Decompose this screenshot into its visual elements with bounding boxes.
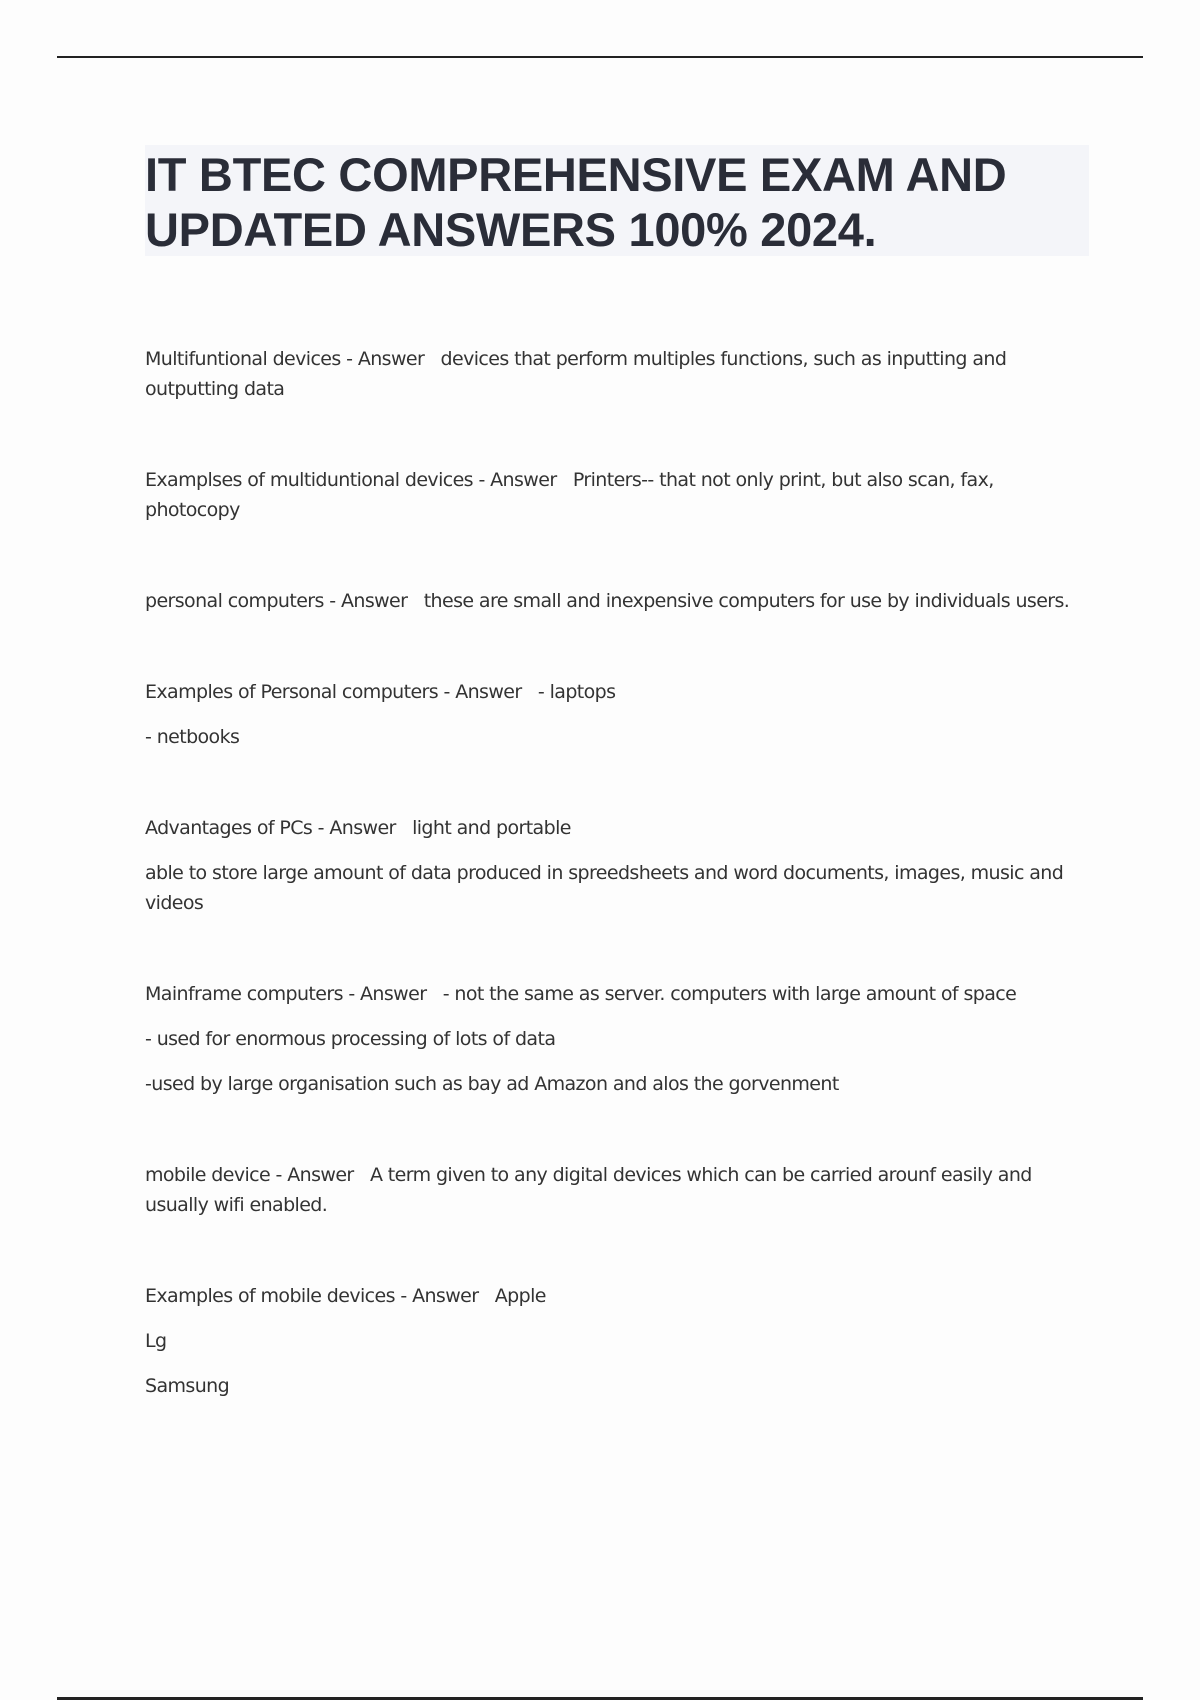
answer-text: Apple: [494, 1285, 546, 1307]
title-line-1: IT BTEC COMPREHENSIVE EXAM AND: [145, 148, 1007, 201]
qa-line: [145, 1281, 1075, 1311]
answer-marker: - Answer: [443, 681, 522, 703]
answer-line: - used for enormous processing of lots of data: [145, 1028, 556, 1050]
title-banner: [145, 145, 1089, 256]
term: Examplses of multiduntional devices: [145, 469, 473, 491]
answer-line: able to store large amount of data produced in spreedsheets and word documents, images, music and videos: [145, 862, 1064, 914]
answer-marker: - Answer: [348, 983, 427, 1005]
answer-marker: - Answer: [346, 348, 425, 370]
answer-line: - netbooks: [145, 726, 240, 748]
qa-line: [145, 813, 1075, 843]
qa-entry: [145, 1281, 1075, 1401]
term: Mainframe computers: [145, 983, 343, 1005]
answer-text: - not the same as server. computers with large amount of space: [442, 983, 1017, 1005]
title-line-2: UPDATED ANSWERS 100% 2024.: [145, 203, 877, 256]
qa-list: [145, 344, 1075, 1462]
qa-entry: [145, 344, 1075, 404]
qa-line: [145, 979, 1075, 1009]
document-title: [145, 147, 1089, 257]
answer-marker: - Answer: [400, 1285, 479, 1307]
term: Examples of mobile devices: [145, 1285, 395, 1307]
answer-line: -used by large organisation such as bay ad Amazon and alos the gorvenment: [145, 1073, 839, 1095]
answer-marker: - Answer: [478, 469, 557, 491]
top-divider: [57, 56, 1143, 58]
answer-text: light and portable: [412, 817, 571, 839]
qa-line: [145, 586, 1075, 616]
qa-entry: [145, 586, 1075, 616]
answer-text: - laptops: [537, 681, 616, 703]
answer-text: these are small and inexpensive computers for use by individuals users.: [423, 590, 1070, 612]
qa-line: [145, 344, 1075, 404]
answer-text: Printers-- that not only print, but also scan, fax, photocopy: [145, 469, 994, 521]
term: Examples of Personal computers: [145, 681, 439, 703]
qa-entry: [145, 979, 1075, 1099]
qa-line: [145, 1160, 1075, 1220]
answer-marker: - Answer: [329, 590, 408, 612]
answer-line: Samsung: [145, 1375, 230, 1397]
qa-line: [145, 677, 1075, 707]
qa-entry: [145, 677, 1075, 752]
answer-marker: - Answer: [275, 1164, 354, 1186]
qa-entry: [145, 465, 1075, 525]
term: Advantages of PCs: [145, 817, 313, 839]
answer-text: A term given to any digital devices which can be carried arounf easily and usually wifi enabled.: [145, 1164, 1032, 1216]
term: personal computers: [145, 590, 324, 612]
qa-entry: [145, 813, 1075, 918]
answer-marker: - Answer: [317, 817, 396, 839]
qa-line: [145, 465, 1075, 525]
answer-line: Lg: [145, 1330, 167, 1352]
term: mobile device: [145, 1164, 271, 1186]
answer-text: devices that perform multiples functions, such as inputting and outputting data: [145, 348, 1007, 400]
qa-entry: [145, 1160, 1075, 1220]
term: Multifuntional devices: [145, 348, 341, 370]
